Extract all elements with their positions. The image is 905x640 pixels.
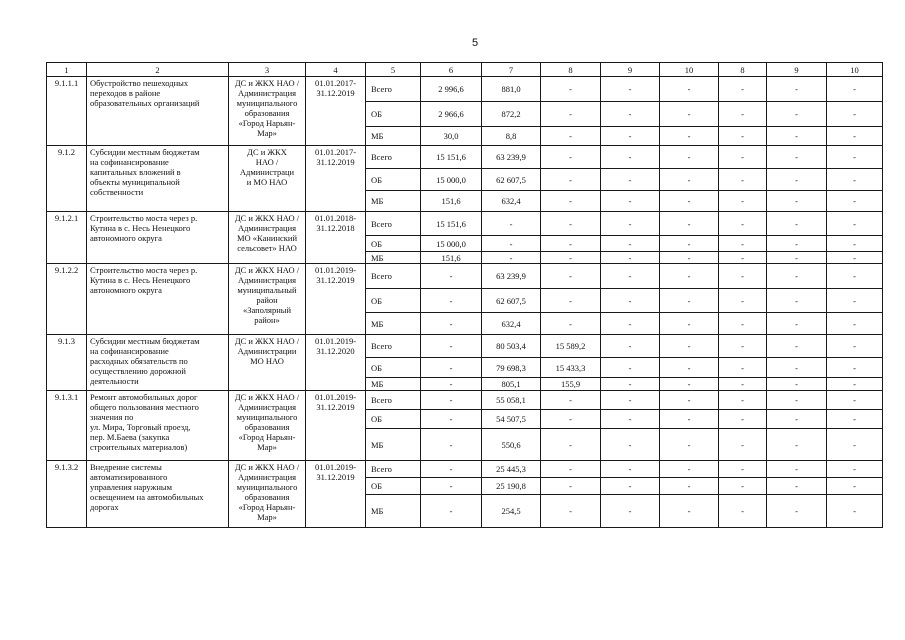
value-cell: - bbox=[541, 429, 601, 461]
value-cell: - bbox=[827, 252, 883, 264]
value-cell: - bbox=[660, 252, 719, 264]
value-cell: - bbox=[421, 461, 482, 478]
value-cell: - bbox=[421, 495, 482, 528]
value-cell: - bbox=[421, 289, 482, 313]
value-cell: - bbox=[421, 264, 482, 289]
value-cell: 15 151,6 bbox=[421, 146, 482, 169]
value-cell: 15 000,0 bbox=[421, 236, 482, 252]
table-row bbox=[47, 391, 883, 410]
item-code: 9.1.2.1 bbox=[47, 212, 87, 264]
item-executor: ДС и ЖКХ НАО / Администрации МО НАО bbox=[229, 335, 306, 391]
value-cell: - bbox=[719, 127, 767, 146]
item-period: 01.01.2019- 31.12.2019 bbox=[306, 264, 366, 335]
value-cell: 254,5 bbox=[482, 495, 541, 528]
funding-source: ОБ bbox=[366, 410, 421, 429]
header-cell: 4 bbox=[306, 63, 366, 77]
value-cell: 881,0 bbox=[482, 77, 541, 102]
header-cell: 10 bbox=[660, 63, 719, 77]
item-code: 9.1.2 bbox=[47, 146, 87, 212]
value-cell: - bbox=[827, 77, 883, 102]
header-cell: 5 bbox=[366, 63, 421, 77]
value-cell: - bbox=[660, 378, 719, 391]
value-cell: - bbox=[541, 264, 601, 289]
value-cell: - bbox=[827, 391, 883, 410]
value-cell: - bbox=[767, 146, 827, 169]
value-cell: - bbox=[541, 127, 601, 146]
value-cell: - bbox=[601, 252, 660, 264]
value-cell: - bbox=[601, 102, 660, 127]
item-name: Субсидии местным бюджетам на софинансирование капитальных вложений в объекты муниципальной собственности bbox=[87, 146, 229, 212]
header-cell: 8 bbox=[719, 63, 767, 77]
value-cell: - bbox=[719, 252, 767, 264]
item-executor: ДС и ЖКХ НАО / Администрация МО «Канинский сельсовет» НАО bbox=[229, 212, 306, 264]
item-code: 9.1.3 bbox=[47, 335, 87, 391]
value-cell: 632,4 bbox=[482, 191, 541, 212]
value-cell: - bbox=[767, 236, 827, 252]
value-cell: - bbox=[541, 478, 601, 495]
value-cell: - bbox=[719, 461, 767, 478]
value-cell: - bbox=[719, 495, 767, 528]
item-name: Строительство моста через р. Кутина в с. Несь Ненецкого автономного округа bbox=[87, 264, 229, 335]
header-cell: 3 bbox=[229, 63, 306, 77]
value-cell: - bbox=[827, 236, 883, 252]
value-cell: - bbox=[767, 335, 827, 358]
value-cell: - bbox=[827, 478, 883, 495]
table-row bbox=[47, 335, 883, 358]
value-cell: - bbox=[541, 102, 601, 127]
value-cell: - bbox=[719, 429, 767, 461]
header-cell: 6 bbox=[421, 63, 482, 77]
funding-source: МБ bbox=[366, 429, 421, 461]
value-cell: - bbox=[601, 212, 660, 236]
header-cell: 10 bbox=[827, 63, 883, 77]
value-cell: - bbox=[660, 358, 719, 378]
item-period: 01.01.2017- 31.12.2019 bbox=[306, 77, 366, 146]
value-cell: 63 239,9 bbox=[482, 146, 541, 169]
value-cell: - bbox=[660, 429, 719, 461]
value-cell: - bbox=[601, 410, 660, 429]
value-cell: - bbox=[660, 169, 719, 191]
funding-source: ОБ bbox=[366, 358, 421, 378]
value-cell: - bbox=[719, 391, 767, 410]
header-cell: 9 bbox=[601, 63, 660, 77]
value-cell: - bbox=[660, 313, 719, 335]
value-cell: - bbox=[827, 289, 883, 313]
funding-source: Всего bbox=[366, 77, 421, 102]
item-period: 01.01.2019- 31.12.2020 bbox=[306, 335, 366, 391]
funding-source: Всего bbox=[366, 212, 421, 236]
value-cell: - bbox=[601, 77, 660, 102]
value-cell: - bbox=[660, 127, 719, 146]
value-cell: - bbox=[541, 169, 601, 191]
item-period: 01.01.2017- 31.12.2019 bbox=[306, 146, 366, 212]
value-cell: - bbox=[421, 378, 482, 391]
item-code: 9.1.3.1 bbox=[47, 391, 87, 461]
value-cell: - bbox=[541, 410, 601, 429]
value-cell: - bbox=[541, 289, 601, 313]
item-executor: ДС и ЖКХ НАО / Администрация муниципального образования «Город Нарьян- Мар» bbox=[229, 77, 306, 146]
value-cell: - bbox=[541, 391, 601, 410]
value-cell: 805,1 bbox=[482, 378, 541, 391]
value-cell: - bbox=[421, 358, 482, 378]
value-cell: - bbox=[482, 236, 541, 252]
header-cell: 2 bbox=[87, 63, 229, 77]
value-cell: - bbox=[767, 495, 827, 528]
value-cell: - bbox=[827, 191, 883, 212]
value-cell: - bbox=[601, 378, 660, 391]
item-code: 9.1.1.1 bbox=[47, 77, 87, 146]
table-body bbox=[47, 63, 883, 528]
value-cell: - bbox=[767, 191, 827, 212]
value-cell: - bbox=[767, 378, 827, 391]
value-cell: - bbox=[767, 313, 827, 335]
budget-table bbox=[46, 62, 883, 528]
value-cell: - bbox=[719, 410, 767, 429]
value-cell: - bbox=[660, 146, 719, 169]
value-cell: - bbox=[827, 212, 883, 236]
value-cell: - bbox=[719, 169, 767, 191]
value-cell: 80 503,4 bbox=[482, 335, 541, 358]
value-cell: 872,2 bbox=[482, 102, 541, 127]
value-cell: - bbox=[767, 212, 827, 236]
value-cell: - bbox=[660, 495, 719, 528]
value-cell: - bbox=[601, 289, 660, 313]
value-cell: - bbox=[482, 252, 541, 264]
value-cell: 62 607,5 bbox=[482, 169, 541, 191]
funding-source: МБ bbox=[366, 495, 421, 528]
value-cell: - bbox=[719, 146, 767, 169]
value-cell: - bbox=[767, 77, 827, 102]
funding-source: Всего bbox=[366, 391, 421, 410]
value-cell: - bbox=[827, 127, 883, 146]
value-cell: - bbox=[827, 313, 883, 335]
value-cell: 63 239,9 bbox=[482, 264, 541, 289]
item-executor: ДС и ЖКХ НАО / Администрация муниципальный район «Заполярный район» bbox=[229, 264, 306, 335]
item-period: 01.01.2018- 31.12.2018 bbox=[306, 212, 366, 264]
value-cell: - bbox=[719, 335, 767, 358]
value-cell: - bbox=[719, 313, 767, 335]
value-cell: 151,6 bbox=[421, 191, 482, 212]
value-cell: 632,4 bbox=[482, 313, 541, 335]
value-cell: - bbox=[660, 212, 719, 236]
funding-source: ОБ bbox=[366, 102, 421, 127]
value-cell: 25 445,3 bbox=[482, 461, 541, 478]
value-cell: - bbox=[541, 461, 601, 478]
value-cell: - bbox=[601, 236, 660, 252]
funding-source: Всего bbox=[366, 335, 421, 358]
funding-source: ОБ bbox=[366, 169, 421, 191]
value-cell: - bbox=[601, 264, 660, 289]
value-cell: - bbox=[827, 264, 883, 289]
value-cell: 15 151,6 bbox=[421, 212, 482, 236]
value-cell: - bbox=[767, 264, 827, 289]
header-cell: 1 bbox=[47, 63, 87, 77]
value-cell: - bbox=[601, 127, 660, 146]
item-executor: ДС и ЖКХ НАО / Администрация муниципального образования «Город Нарьян- Мар» bbox=[229, 391, 306, 461]
value-cell: - bbox=[660, 391, 719, 410]
value-cell: - bbox=[767, 252, 827, 264]
value-cell: 62 607,5 bbox=[482, 289, 541, 313]
page-number: 5 bbox=[471, 37, 479, 49]
item-code: 9.1.3.2 bbox=[47, 461, 87, 528]
funding-source: МБ bbox=[366, 127, 421, 146]
value-cell: - bbox=[660, 410, 719, 429]
value-cell: - bbox=[827, 410, 883, 429]
value-cell: - bbox=[541, 77, 601, 102]
value-cell: - bbox=[767, 358, 827, 378]
value-cell: - bbox=[541, 146, 601, 169]
item-name: Строительство моста через р. Кутина в с. Несь Ненецкого автономного округа bbox=[87, 212, 229, 264]
value-cell: - bbox=[719, 102, 767, 127]
value-cell: - bbox=[541, 236, 601, 252]
value-cell: - bbox=[827, 169, 883, 191]
value-cell: - bbox=[541, 313, 601, 335]
item-executor: ДС и ЖКХ НАО / Администрация муниципального образования «Город Нарьян- Мар» bbox=[229, 461, 306, 528]
value-cell: - bbox=[719, 191, 767, 212]
header-cell: 7 bbox=[482, 63, 541, 77]
value-cell: - bbox=[660, 461, 719, 478]
funding-source: ОБ bbox=[366, 289, 421, 313]
value-cell: - bbox=[421, 410, 482, 429]
value-cell: - bbox=[827, 461, 883, 478]
value-cell: 151,6 bbox=[421, 252, 482, 264]
funding-source: МБ bbox=[366, 252, 421, 264]
table-row bbox=[47, 212, 883, 236]
value-cell: - bbox=[827, 429, 883, 461]
value-cell: - bbox=[660, 191, 719, 212]
value-cell: - bbox=[660, 264, 719, 289]
value-cell: - bbox=[660, 289, 719, 313]
value-cell: - bbox=[601, 495, 660, 528]
header-cell: 8 bbox=[541, 63, 601, 77]
value-cell: 550,6 bbox=[482, 429, 541, 461]
header-cell: 9 bbox=[767, 63, 827, 77]
value-cell: - bbox=[767, 289, 827, 313]
value-cell: - bbox=[601, 461, 660, 478]
value-cell: - bbox=[601, 478, 660, 495]
value-cell: - bbox=[601, 146, 660, 169]
value-cell: - bbox=[421, 391, 482, 410]
value-cell: - bbox=[421, 429, 482, 461]
value-cell: - bbox=[767, 391, 827, 410]
header-row bbox=[47, 63, 883, 77]
value-cell: - bbox=[601, 169, 660, 191]
value-cell: - bbox=[767, 169, 827, 191]
value-cell: - bbox=[767, 127, 827, 146]
funding-source: МБ bbox=[366, 191, 421, 212]
funding-source: ОБ bbox=[366, 478, 421, 495]
funding-source: ОБ bbox=[366, 236, 421, 252]
value-cell: - bbox=[482, 212, 541, 236]
value-cell: - bbox=[541, 495, 601, 528]
value-cell: - bbox=[541, 212, 601, 236]
value-cell: 54 507,5 bbox=[482, 410, 541, 429]
table-row bbox=[47, 264, 883, 289]
value-cell: 55 058,1 bbox=[482, 391, 541, 410]
value-cell: - bbox=[660, 478, 719, 495]
value-cell: - bbox=[601, 313, 660, 335]
value-cell: - bbox=[601, 191, 660, 212]
value-cell: 15 000,0 bbox=[421, 169, 482, 191]
value-cell: - bbox=[767, 102, 827, 127]
value-cell: - bbox=[767, 461, 827, 478]
funding-source: Всего bbox=[366, 461, 421, 478]
value-cell: 2 996,6 bbox=[421, 77, 482, 102]
item-executor: ДС и ЖКХ НАО / Администраци и МО НАО bbox=[229, 146, 306, 212]
table-row bbox=[47, 77, 883, 102]
item-name: Субсидии местным бюджетам на софинансирование расходных обязательств по осуществлению дорожной деятельности bbox=[87, 335, 229, 391]
value-cell: 15 433,3 bbox=[541, 358, 601, 378]
item-name: Ремонт автомобильных дорог общего пользования местного значения по ул. Мира, Торговый проезд, пер. М.Баева (закупка строительных материалов) bbox=[87, 391, 229, 461]
value-cell: - bbox=[767, 478, 827, 495]
value-cell: - bbox=[660, 77, 719, 102]
value-cell: - bbox=[719, 358, 767, 378]
value-cell: - bbox=[719, 378, 767, 391]
value-cell: - bbox=[660, 102, 719, 127]
value-cell: - bbox=[660, 335, 719, 358]
value-cell: - bbox=[827, 378, 883, 391]
value-cell: - bbox=[601, 391, 660, 410]
table-row bbox=[47, 146, 883, 169]
value-cell: - bbox=[719, 478, 767, 495]
value-cell: - bbox=[767, 429, 827, 461]
value-cell: 30,0 bbox=[421, 127, 482, 146]
value-cell: - bbox=[601, 335, 660, 358]
value-cell: - bbox=[601, 358, 660, 378]
table-row bbox=[47, 461, 883, 478]
value-cell: - bbox=[601, 429, 660, 461]
funding-source: МБ bbox=[366, 313, 421, 335]
funding-source: Всего bbox=[366, 146, 421, 169]
value-cell: 155,9 bbox=[541, 378, 601, 391]
value-cell: 15 589,2 bbox=[541, 335, 601, 358]
value-cell: - bbox=[827, 495, 883, 528]
item-period: 01.01.2019- 31.12.2019 bbox=[306, 391, 366, 461]
value-cell: - bbox=[827, 358, 883, 378]
value-cell: - bbox=[767, 410, 827, 429]
item-period: 01.01.2019- 31.12.2019 bbox=[306, 461, 366, 528]
value-cell: - bbox=[541, 252, 601, 264]
value-cell: 2 966,6 bbox=[421, 102, 482, 127]
value-cell: - bbox=[827, 146, 883, 169]
funding-source: Всего bbox=[366, 264, 421, 289]
item-name: Обустройство пешеходных переходов в районе образовательных организаций bbox=[87, 77, 229, 146]
value-cell: 8,8 bbox=[482, 127, 541, 146]
value-cell: - bbox=[421, 478, 482, 495]
value-cell: - bbox=[421, 313, 482, 335]
value-cell: - bbox=[719, 264, 767, 289]
value-cell: - bbox=[719, 236, 767, 252]
value-cell: - bbox=[827, 102, 883, 127]
value-cell: - bbox=[421, 335, 482, 358]
value-cell: - bbox=[827, 335, 883, 358]
value-cell: 25 190,8 bbox=[482, 478, 541, 495]
item-name: Внедрение системы автоматизированного управления наружным освещением на автомобильных дорогах bbox=[87, 461, 229, 528]
value-cell: - bbox=[719, 77, 767, 102]
item-code: 9.1.2.2 bbox=[47, 264, 87, 335]
value-cell: - bbox=[719, 212, 767, 236]
value-cell: - bbox=[541, 191, 601, 212]
value-cell: - bbox=[719, 289, 767, 313]
value-cell: - bbox=[660, 236, 719, 252]
value-cell: 79 698,3 bbox=[482, 358, 541, 378]
funding-source: МБ bbox=[366, 378, 421, 391]
